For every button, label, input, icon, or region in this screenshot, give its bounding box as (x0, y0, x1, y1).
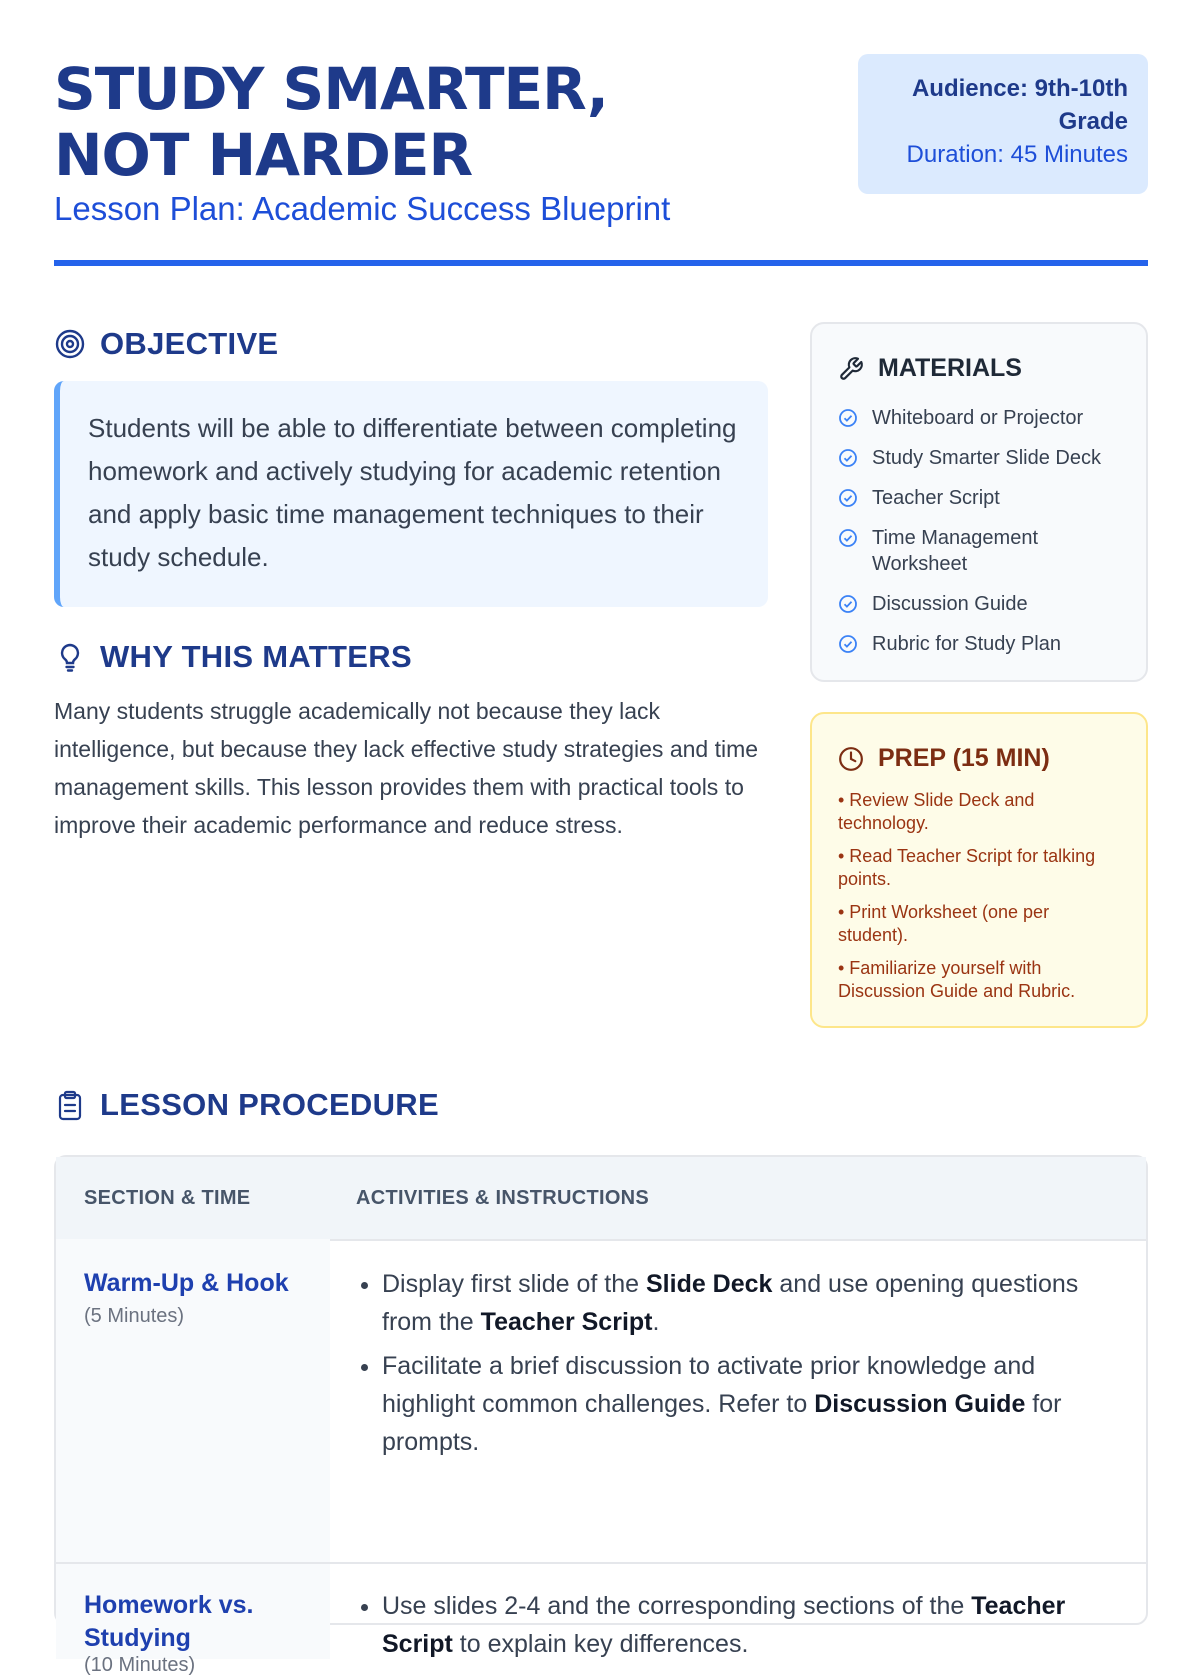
target-icon (54, 328, 86, 360)
list-item: • Print Worksheet (one per student). (838, 902, 1050, 945)
lightbulb-icon (54, 641, 86, 673)
materials-heading (838, 354, 1120, 383)
section-name: Homework vs. Studying (84, 1591, 254, 1652)
header-divider (54, 260, 1148, 266)
section-name: Warm-Up & Hook (84, 1269, 289, 1297)
wrench-icon (838, 356, 864, 382)
clock-icon (838, 746, 864, 772)
materials-list (838, 405, 1120, 657)
clipboard-icon (54, 1089, 86, 1121)
prep-heading-label: PREP (15 MIN) (878, 744, 1050, 772)
procedure-heading-label: LESSON PROCEDURE (100, 1087, 439, 1122)
list-item (838, 445, 1120, 471)
column-header-section: SECTION & TIME (84, 1187, 251, 1209)
why-paragraph: Many students struggle academically not because they lack intelligence, but because they lack effective study strategies and time management skills. This lesson provides them with practical tools to improve their academic performance and reduce stress. (54, 698, 759, 838)
list-item: • Read Teacher Script for talking points. (838, 846, 1096, 889)
bold-text: Teacher Script (382, 1592, 1066, 1658)
materials-heading-label: MATERIALS (878, 354, 1022, 382)
check-circle-icon (838, 488, 858, 508)
prep-list (838, 789, 1120, 1003)
why-heading (54, 639, 412, 675)
text-run: Display first slide of the (382, 1270, 646, 1298)
text-run: . (652, 1308, 660, 1336)
text-run: Use slides 2-4 and the corresponding sections of the (382, 1592, 972, 1620)
check-circle-icon (838, 408, 858, 428)
check-circle-icon (838, 634, 858, 654)
bold-text: Teacher Script (480, 1308, 653, 1336)
audience-text: Audience: 9th-10th Grade (911, 75, 1128, 135)
audience-box (858, 54, 1148, 194)
material-item-label: Whiteboard or Projector (872, 407, 1084, 429)
procedure-heading (54, 1087, 439, 1123)
duration-text: Duration: 45 Minutes (906, 141, 1128, 168)
check-circle-icon (838, 594, 858, 614)
why-heading-label: WHY THIS MATTERS (100, 639, 412, 674)
material-item-label: Time Management Worksheet (872, 527, 1038, 575)
text-run: and use opening questions from the (382, 1270, 1079, 1336)
section-time: (10 Minutes) (84, 1654, 196, 1676)
page-subtitle: Lesson Plan: Academic Success Blueprint (54, 190, 671, 227)
bold-text: Discussion Guide (814, 1390, 1026, 1418)
row-divider (56, 1562, 1146, 1564)
procedure-table (54, 1155, 1148, 1676)
list-item: • Familiarize yourself with Discussion Guide and Rubric. (838, 958, 1076, 1001)
prep-card (810, 712, 1148, 1028)
column-header-activities: ACTIVITIES & INSTRUCTIONS (356, 1187, 650, 1209)
list-item (838, 591, 1120, 617)
header (54, 52, 1148, 269)
activity-list (356, 1587, 1122, 1669)
check-circle-icon (838, 448, 858, 468)
objective-heading-label: OBJECTIVE (100, 326, 279, 361)
materials-card (810, 322, 1148, 682)
list-item (838, 485, 1120, 511)
list-item (838, 631, 1120, 657)
objective-box: Students will be able to differentiate between completing homework and actively studying for academic retention and apply basic time management techniques to their study schedule. (54, 381, 768, 607)
check-circle-icon (838, 528, 858, 548)
material-item-label: Discussion Guide (872, 593, 1028, 615)
bold-text: Slide Deck (646, 1270, 773, 1298)
list-item (838, 525, 1120, 577)
text-run: to explain key differences. (452, 1630, 749, 1658)
table-header-row (56, 1157, 1146, 1241)
material-item-label: Rubric for Study Plan (872, 633, 1061, 655)
activity-list (356, 1265, 1122, 1467)
list-item (382, 1587, 1122, 1663)
page-title: STUDY SMARTER, NOT HARDER (54, 55, 608, 189)
text-run: Facilitate a brief discussion to activate prior knowledge and highlight common challenges. Refer to (382, 1352, 1036, 1418)
objective-heading (54, 326, 278, 362)
section-time: (5 Minutes) (84, 1305, 185, 1327)
list-item (838, 405, 1120, 431)
prep-heading (838, 744, 1120, 773)
text-run: for prompts. (382, 1390, 1062, 1456)
list-item (382, 1347, 1122, 1461)
list-item: • Review Slide Deck and technology. (838, 790, 1035, 833)
material-item-label: Study Smarter Slide Deck (872, 447, 1101, 469)
material-item-label: Teacher Script (872, 487, 1000, 509)
list-item (382, 1265, 1122, 1341)
